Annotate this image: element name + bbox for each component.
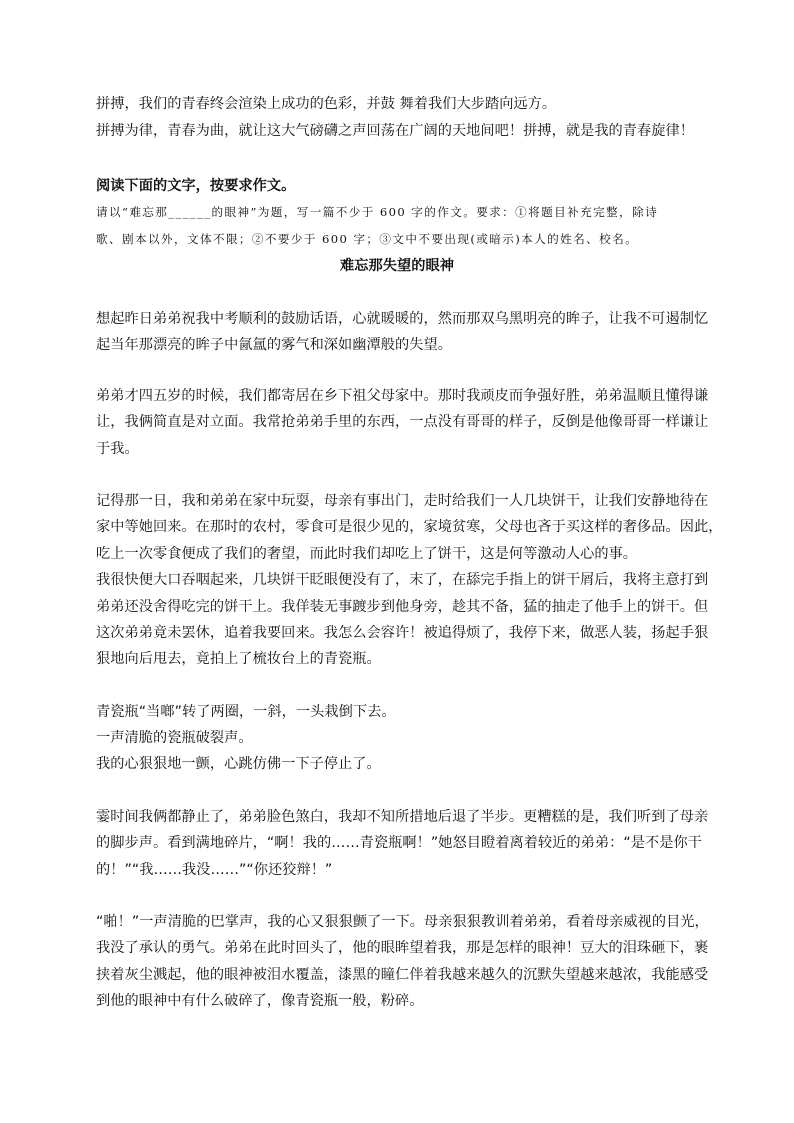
essay-line: 我没了承认的勇气。弟弟在此时回头了，他的眼眸望着我，那是怎样的眼神！豆大的泪珠砸下，裹: [96, 940, 709, 956]
essay-line: 的！”“我……我没……”“你还狡辩！”: [96, 862, 333, 878]
essay-line: 于我。: [96, 441, 139, 457]
essay-line: 弟弟才四五岁的时候，我们都寄居在乡下祖父母家中。那时我顽皮而争强好胜，弟弟温顺且懂得谦: [96, 388, 709, 404]
essay-line: 家中等她回来。在那时的农村，零食可是很少见的，家境贫寒，父母也吝于买这样的奢侈品。因此，: [96, 519, 723, 535]
task-heading: 阅读下面的文字，按要求作文。: [96, 178, 296, 194]
intro-line: 拼搏为律，青春为曲，就让这大气磅礴之声回荡在广阔的天地间吧！拼搏，就是我的青春旋律！: [96, 123, 694, 139]
task-prompt-line: 请以“难忘那______的眼神”为题，写一篇不少于 600 字的作文。要求：①将题目补充完整，除诗: [96, 205, 659, 219]
essay-line: 吃上一次零食便成了我们的奢望，而此时我们却吃上了饼干，这是何等激动人心的事。: [96, 546, 638, 562]
essay-line: 到他的眼神中有什么破碎了，像青瓷瓶一般，粉碎。: [96, 993, 424, 1009]
essay-line: 挟着灰尘溅起，他的眼神被泪水覆盖，漆黑的瞳仁伴着我越来越久的沉默失望越来越浓，我能感受: [96, 967, 709, 983]
essay-line: 我很快便大口吞咽起来，几块饼干眨眼便没有了，末了，在舔完手指上的饼干屑后，我将主意打到: [96, 572, 709, 588]
essay-line: 一声清脆的瓷瓶破裂声。: [96, 730, 253, 746]
task-prompt-line: 歌、剧本以外，文体不限；②不要少于 600 字；③文中不要出现(或暗示)本人的姓名、校名。: [96, 232, 639, 246]
essay-line: 狠地向后甩去，竟拍上了梳妆台上的青瓷瓶。: [96, 651, 381, 667]
essay-line: 让，我俩简直是对立面。我常抢弟弟手里的东西，一点没有哥哥的样子，反倒是他像哥哥一样谦让: [96, 414, 709, 430]
essay-line: 记得那一日，我和弟弟在家中玩耍，母亲有事出门，走时给我们一人几块饼干，让我们安静地待在: [96, 493, 709, 509]
essay-line: 青瓷瓶“当啷”转了两圈，一斜，一头栽倒下去。: [96, 704, 396, 720]
essay-line: 弟弟还没舍得吃完的饼干上。我佯装无事踱步到他身旁，趁其不备，猛的抽走了他手上的饼干。但: [96, 599, 709, 615]
essay-line: 霎时间我俩都静止了，弟弟脸色煞白，我却不知所措地后退了半步。更糟糕的是，我们听到了母亲: [96, 809, 709, 825]
essay-line: “啪！”一声清脆的巴掌声，我的心又狠狠颤了一下。母亲狠狠教训着弟弟，看着母亲威视的目光，: [96, 914, 709, 930]
essay-title: 难忘那失望的眼神: [340, 258, 454, 274]
essay-line: 想起昨日弟弟祝我中考顺利的鼓励话语，心就暖暖的，然而那双乌黑明亮的眸子，让我不可遏制忆: [96, 311, 709, 327]
essay-line: 起当年那漂亮的眸子中氤氲的雾气和深如幽潭般的失望。: [96, 337, 452, 353]
essay-line: 的脚步声。看到满地碎片，“啊！我的……青瓷瓶啊！”她怒目瞪着离着较近的弟弟：“是不是你干: [96, 835, 702, 851]
intro-line: 拼搏，我们的青春终会渲染上成功的色彩，并鼓 舞着我们大步踏向远方。: [96, 96, 557, 112]
essay-line: 我的心狠狠地一颤，心跳仿佛一下子停止了。: [96, 756, 381, 772]
essay-line: 这次弟弟竟未罢休，追着我要回来。我怎么会容许！被追得烦了，我停下来，做恶人装，扬起手狠: [96, 625, 709, 641]
